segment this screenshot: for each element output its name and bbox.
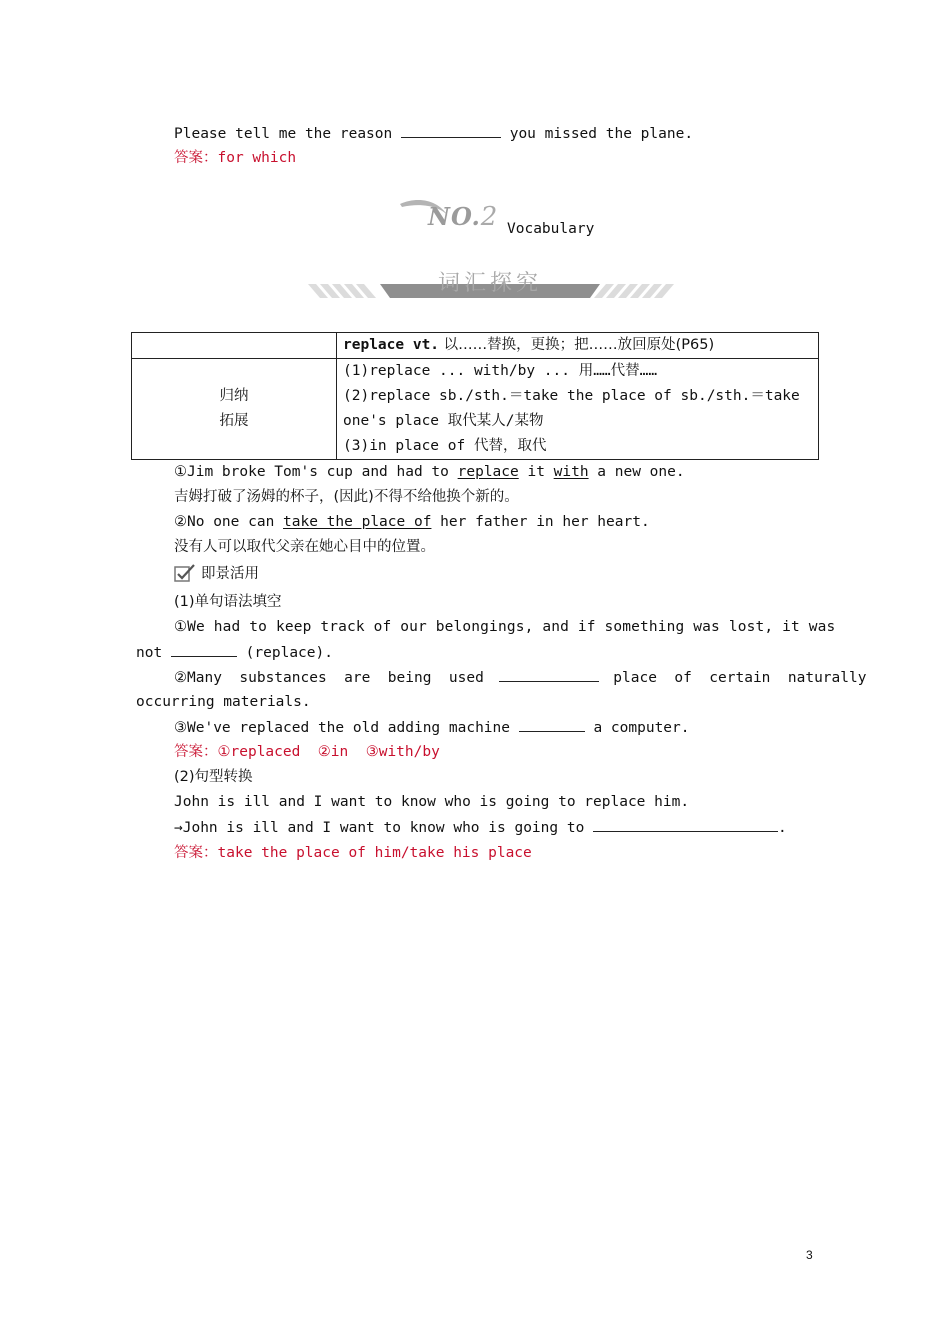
label-extend: 拓展: [219, 413, 249, 429]
ex1-underline-with: with: [553, 464, 589, 480]
q3-text-a: ③We've replaced the old adding machine: [174, 720, 510, 736]
ex2-text-a: ②No one can: [174, 514, 284, 530]
example-2-translation: 没有人可以取代父亲在她心目中的位置。: [174, 539, 435, 555]
q2-blank[interactable]: [499, 667, 599, 682]
page-number: 3: [806, 1248, 813, 1262]
example-1-translation: 吉姆打破了汤姆的杯子，(因此)不得不给他换个新的。: [174, 489, 519, 505]
ex2-text-b: her father in her heart.: [431, 514, 650, 530]
answers-part1: [174, 742, 440, 762]
intro-blank[interactable]: [401, 123, 501, 138]
q1-blank[interactable]: [171, 642, 237, 657]
section-title: Vocabulary: [507, 221, 595, 237]
intro-text-a: Please tell me the reason: [174, 126, 393, 142]
transform-target: [174, 817, 787, 838]
answers-part2: [174, 843, 532, 863]
ans1-text: ①replaced ②in ③with/by: [217, 744, 440, 760]
headword-meaning: 以……替换，更换；把……放回原处(P65): [439, 337, 715, 353]
example-1: [174, 462, 685, 482]
usage-line-4: (3)in place of 代替，取代: [343, 438, 547, 454]
usage-line-1: (1)replace ... with/by ... 用……代替……: [343, 363, 658, 379]
question-1-line-1: ①We had to keep track of our belongings, and if something was lost, it was: [174, 619, 836, 635]
intro-question: [174, 123, 693, 144]
practice-heading: 即景活用: [201, 566, 259, 582]
table-header-left: [132, 333, 337, 359]
q1-text-b: (replace).: [245, 645, 333, 661]
table-left-label: [132, 359, 337, 460]
section-number: [428, 203, 498, 231]
transform-blank[interactable]: [593, 817, 778, 832]
intro-answer: [174, 148, 296, 168]
label-summary: 归纳: [219, 388, 249, 404]
q1-text-a: not: [136, 645, 163, 661]
part1-title: (1)单句语法填空: [174, 594, 282, 610]
usage-line-2: (2)replace sb./sth.＝take the place of sb./sth.＝take: [343, 388, 800, 404]
intro-text-b: you missed the plane.: [509, 126, 694, 142]
question-3: [174, 717, 690, 738]
question-2-line-2: occurring materials.: [136, 694, 311, 710]
q2-text-b: place of certain naturally: [613, 670, 867, 686]
ex1-underline-replace: replace: [457, 464, 519, 480]
banner-text: 词汇探究: [438, 271, 543, 296]
section-no-label: NO.: [428, 202, 481, 231]
ans2-text: take the place of him/take his place: [217, 845, 532, 861]
transform-text: →John is ill and I want to know who is going to: [174, 820, 585, 836]
answer-label: 答案：: [174, 150, 218, 166]
table-header-right: [337, 333, 819, 359]
ex1-text-c: a new one.: [588, 464, 685, 480]
headword: replace vt.: [343, 337, 440, 353]
ex1-text-b: it: [518, 464, 554, 480]
transform-period: .: [778, 820, 787, 836]
ex2-underline-phrase: take the place of: [283, 514, 432, 530]
ans1-label: 答案：: [174, 744, 218, 760]
vocab-table: [131, 332, 819, 460]
pencil-check-icon: [174, 563, 196, 583]
section-no-number: 2: [480, 202, 499, 232]
q2-text-a: ②Many substances are being used: [174, 670, 484, 686]
example-2: [174, 512, 650, 532]
transform-original: John is ill and I want to know who is going to replace him.: [174, 794, 690, 810]
table-header-row: [132, 333, 819, 359]
q3-blank[interactable]: [519, 717, 585, 732]
q3-text-b: a computer.: [593, 720, 690, 736]
question-1-line-2: [136, 642, 333, 663]
part2-title: (2)句型转换: [174, 769, 253, 785]
table-body-row: [132, 359, 819, 460]
answer-text: for which: [217, 150, 297, 166]
ans2-label: 答案：: [174, 845, 218, 861]
usage-line-3: one's place 取代某人/某物: [343, 413, 544, 429]
question-2-line-1: [174, 667, 866, 688]
table-usage-cell: [337, 359, 819, 460]
ex1-text-a: ①Jim broke Tom's cup and had to: [174, 464, 458, 480]
